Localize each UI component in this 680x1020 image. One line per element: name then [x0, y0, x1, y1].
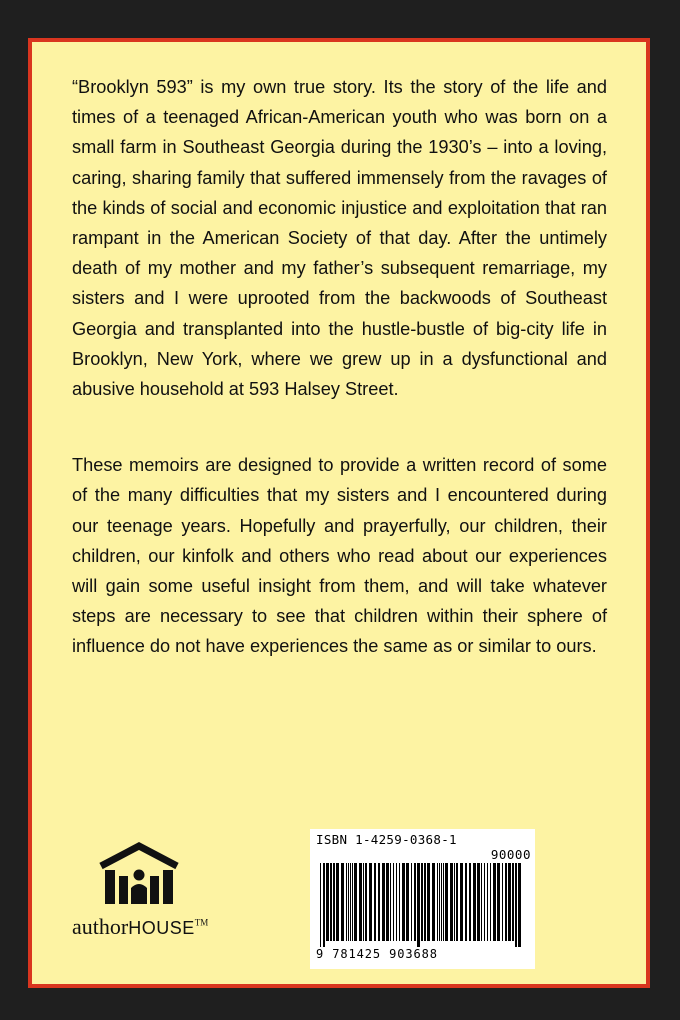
barcode-bar: [454, 863, 455, 941]
barcode-bar: [323, 863, 325, 947]
barcode-bar: [359, 863, 362, 941]
ean-number: 9 781425 903688: [316, 947, 438, 961]
barcode-bar: [414, 863, 416, 941]
barcode-bar: [352, 863, 353, 941]
barcode-bar: [439, 863, 440, 941]
barcode-bar: [484, 863, 485, 941]
barcode-bar: [396, 863, 397, 941]
authorhouse-logo-icon: [97, 842, 181, 908]
barcode-bar: [417, 863, 420, 947]
barcode-bar: [326, 863, 329, 941]
barcode-bar: [487, 863, 488, 941]
barcode-bar: [469, 863, 471, 941]
barcode-bar: [363, 863, 364, 941]
barcode-bar: [406, 863, 409, 941]
barcode-bar: [390, 863, 391, 941]
isbn-barcode: [310, 829, 535, 969]
barcode-bar: [399, 863, 400, 941]
barcode-bar: [515, 863, 517, 947]
publisher-logo: [72, 842, 222, 952]
barcode-bar: [374, 863, 376, 941]
barcode-bar: [481, 863, 482, 941]
barcode-bar: [465, 863, 467, 941]
barcode-bar: [473, 863, 476, 941]
barcode-bar: [456, 863, 458, 941]
barcode-bar: [512, 863, 514, 941]
barcode-bar: [477, 863, 480, 941]
back-cover: [28, 38, 650, 988]
barcode-bar: [427, 863, 430, 941]
barcode-bar: [460, 863, 463, 941]
barcode-bar: [320, 863, 321, 947]
barcode-bar: [421, 863, 423, 941]
barcode-bar: [365, 863, 367, 941]
barcode-bar: [441, 863, 442, 941]
synopsis-text: [72, 72, 607, 708]
price-code: 90000: [490, 847, 531, 862]
barcode-bar: [369, 863, 372, 941]
barcode-bar: [346, 863, 347, 941]
barcode-bar: [354, 863, 357, 941]
barcode-bar: [333, 863, 335, 941]
barcode-bar: [505, 863, 507, 941]
barcode-bar: [393, 863, 394, 941]
barcode-bar: [518, 863, 521, 947]
barcode-bar: [424, 863, 426, 941]
barcode-bar: [508, 863, 511, 941]
barcode-bars: [314, 863, 531, 947]
barcode-bar: [382, 863, 385, 941]
barcode-bar: [386, 863, 389, 941]
barcode-bar: [502, 863, 503, 941]
barcode-bar: [493, 863, 496, 941]
barcode-bar: [490, 863, 491, 941]
barcode-bar: [443, 863, 444, 941]
synopsis-paragraph-2: These memoirs are designed to provide a written record of some of the many difficulties that my sisters and I encountered during our teenage years. Hopefully and prayerfully, our children, their children, our kinfolk and others who read about our experiences will gain some useful insight from them, and will take whatever steps are necessary to see that children within their sphere of influence do not have experiences the same as or similar to ours.: [72, 455, 607, 657]
isbn-label: ISBN 1-4259-0368-1: [316, 832, 457, 847]
trademark-mark: TM: [194, 917, 209, 928]
barcode-bar: [330, 863, 332, 941]
barcode-bar: [450, 863, 453, 941]
barcode-bar: [402, 863, 405, 941]
barcode-bar: [378, 863, 380, 941]
barcode-bar: [350, 863, 351, 941]
barcode-bar: [497, 863, 500, 941]
barcode-bar: [341, 863, 344, 941]
barcode-bar: [432, 863, 435, 941]
synopsis-paragraph-1: “Brooklyn 593” is my own true story. Its the story of the life and times of a teenaged African-American youth who was born on a small farm in Southeast Georgia during the 1930’s – into a loving, caring, sharing family that suffered immensely from the ravages of the kinds of social and economic injustice and exploitation that ran rampant in the American Society of that day. After the untimely death of my mother and my father’s subsequent remarriage, my sisters and I were uprooted from the backwoods of Southeast Georgia and transplanted into the hustle-bustle of big-city life in Brooklyn, New York, where we grew up in a dysfunctional and abusive household at 593 Halsey Street.: [72, 77, 607, 400]
barcode-bar: [411, 863, 412, 941]
publisher-name-author: author: [72, 914, 129, 939]
barcode-bar: [437, 863, 438, 941]
publisher-name: [72, 914, 208, 940]
barcode-bar: [445, 863, 448, 941]
barcode-bar: [348, 863, 349, 941]
publisher-name-house: HOUSE: [128, 918, 195, 938]
barcode-bar: [336, 863, 339, 941]
